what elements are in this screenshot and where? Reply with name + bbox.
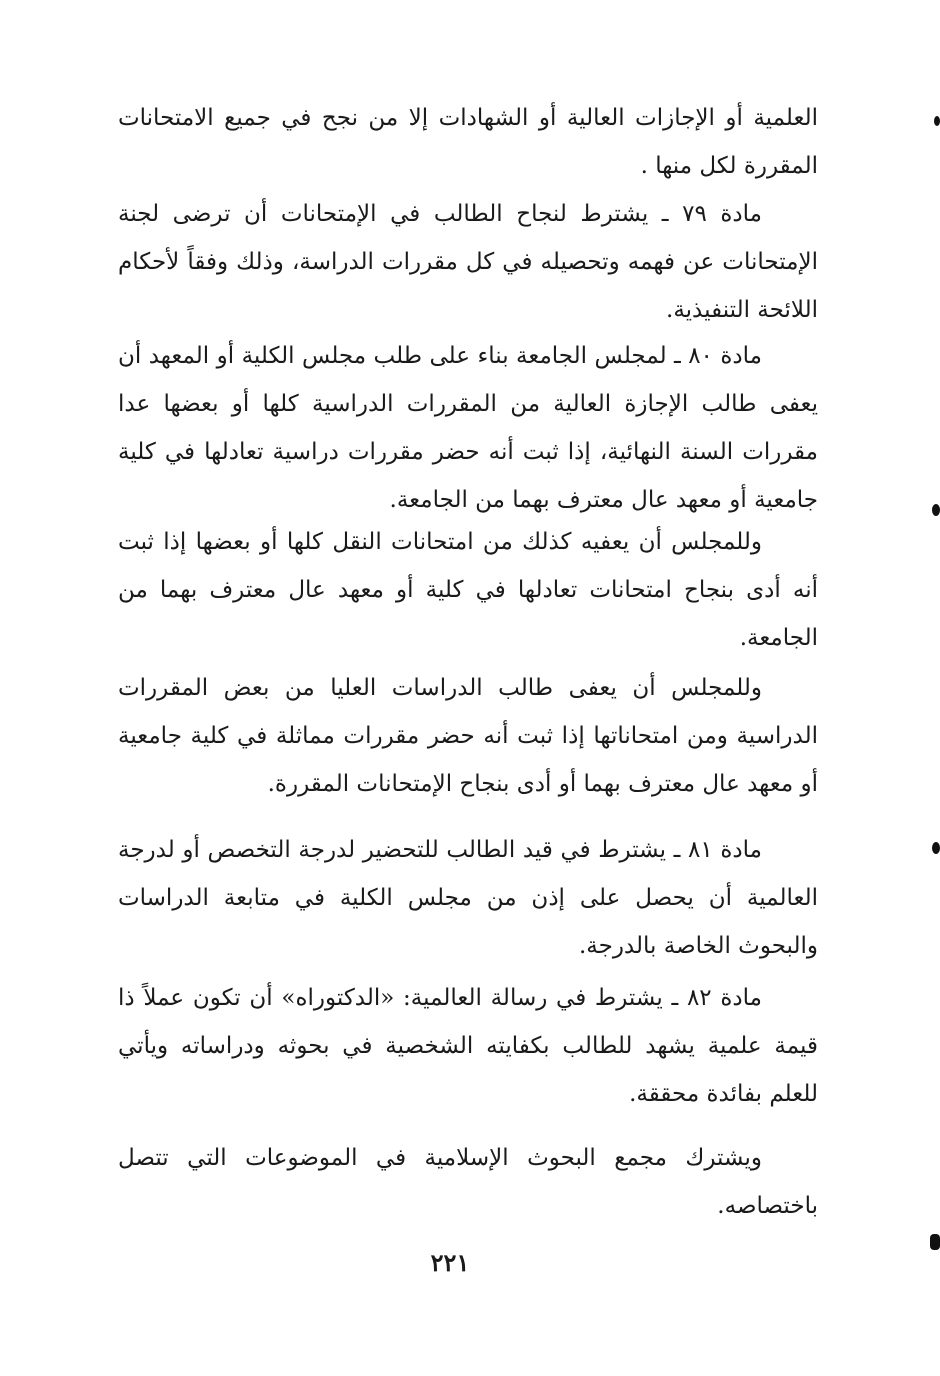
- binding-mark: [934, 116, 940, 126]
- paragraph-continuation: العلمية أو الإجازات العالية أو الشهادات إلا من نجح في جميع الامتحانات المقررة لكل منها .: [118, 105, 818, 179]
- paragraph-article-80: مادة ٨٠ ـ لمجلس الجامعة بناء على طلب مجلس الكلية أو المعهد أن يعفى طالب الإجازة العالية من المقررات الدراسية كلها أو بعضها عدا مقررات السنة النهائية، إذا ثبت أنه حضر مقررات دراسية تعادلها في كلية جامعية أو معهد عال معترف بهما من الجامعة.: [118, 343, 818, 513]
- paragraph-council-exemption-graduate: وللمجلس أن يعفى طالب الدراسات العليا من بعض المقررات الدراسية ومن امتحاناتها إذا ثبت أنه حضر مقررات مماثلة في كلية جامعية أو معهد عال معترف بهما أو أدى بنجاح الإمتحانات المقررة.: [118, 675, 818, 797]
- paragraph-research-academy: ويشترك مجمع البحوث الإسلامية في الموضوعات التي تتصل باختصاصه.: [118, 1145, 818, 1219]
- binding-mark: [932, 504, 940, 516]
- binding-mark: [930, 1234, 940, 1250]
- paragraph-article-79: مادة ٧٩ ـ يشترط لنجاح الطالب في الإمتحانات أن ترضى لجنة الإمتحانات عن فهمه وتحصيله في كل مقررات الدراسة، وذلك وفقاً لأحكام اللائحة التنفيذية.: [118, 201, 818, 323]
- page-number: ٢٢١: [430, 1248, 470, 1277]
- paragraph-council-exemption-transfer: وللمجلس أن يعفيه كذلك من امتحانات النقل كلها أو بعضها إذا ثبت أنه أدى بنجاح امتحانات تعادلها في كلية أو معهد عال معترف بهما من الجامعة.: [118, 529, 818, 651]
- paragraph-article-82: مادة ٨٢ ـ يشترط في رسالة العالمية: «الدكتوراه» أن تكون عملاً ذا قيمة علمية يشهد للطالب بكفايته الشخصية في بحوثه ودراساته ويأتي للعلم بفائدة محققة.: [118, 985, 818, 1107]
- binding-mark: [932, 842, 940, 854]
- paragraph-article-81: مادة ٨١ ـ يشترط في قيد الطالب للتحضير لدرجة التخصص أو لدرجة العالمية أن يحصل على إذن من مجلس الكلية في متابعة الدراسات والبحوث الخاصة بالدرجة.: [118, 837, 818, 959]
